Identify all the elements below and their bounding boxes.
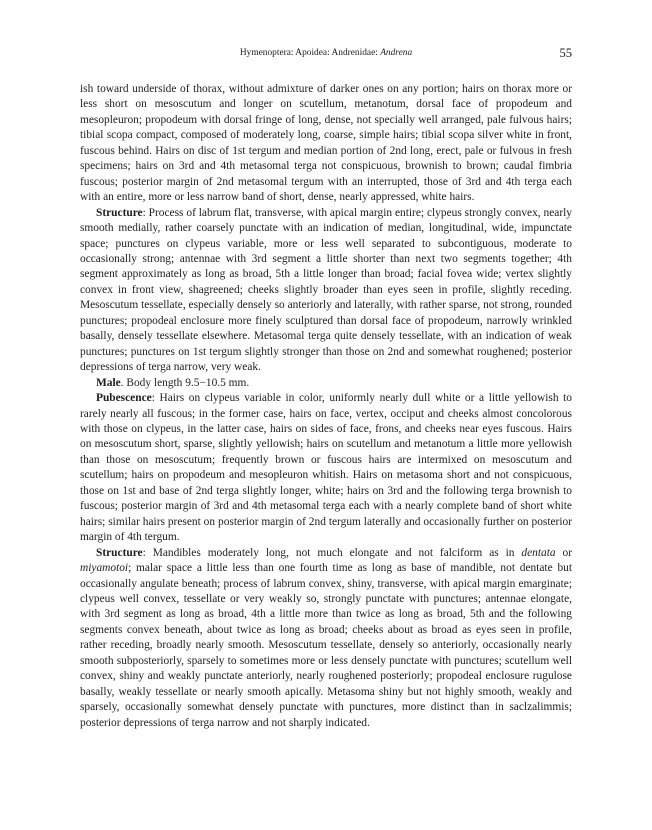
male-structure-text-b: or xyxy=(555,546,572,559)
pubescence-text: : Hairs on clypeus variable in color, uniformly nearly dull white or a little yellowish to rarely nearly all fuscous; in the former case, hairs on face, vertex, occiput and cheeks almost concolorous with those on clypeus, in the latter case, hairs on sides of face, frons, and cheeks near eyes fuscous. Hairs on mesoscutum short, sparse, slightly yellowish; hairs on scutellum and metanotum a little more yellowish than those on mesoscutum; frequently brown or fuscous hairs are intermixed on mesoscutum and scutellum; hairs on propodeum and mesopleuron whitish. Hairs on metasoma short and not conspicuous, those on 1st and base of 2nd terga slightly longer, white; hairs on 3rd and the following terga brownish to fuscous; posterior margin of 3rd and 4th metasomal terga each with a nearly complete band of short white hairs; similar hairs present on posterior margin of 2nd tergum laterally and occasionally further on posterior margin of 4th tergum. xyxy=(80,392,572,544)
paragraph-male-pubescence xyxy=(80,391,572,546)
structure-heading: Structure xyxy=(96,206,143,219)
male-text: . Body length 9.5−10.5 mm. xyxy=(120,376,250,389)
structure-text: : Process of labrum flat, transverse, with apical margin entire; clypeus strongly convex, nearly smooth medially, rather coarsely punctate with an indication of median, longitudinal, wide, impunctate space; punctures on clypeus variable, more or less well separated to subcontiguous, moderate to occasionally strong; antennae with 3rd segment a little shorter than next two segments together; 4th segment approximately as long as broad, 5th a little longer than broad; facial fovea wide; vertex slightly convex in front view, shagreened; cheeks slightly broader than eyes seen in profile, slightly receding. Mesoscutum tessellate, especially densely so anteriorly and laterally, with rather sparse, not strong, rounded punctures; propodeal enclosure more finely sculptured than dorsal face of propodeum, narrowly wrinkled basally, densely tessellate elsewhere. Metasomal terga quite densely tessellate, with an indication of weak punctures; punctures on 1st tergum slightly stronger than those on 2nd and somewhat roughened; posterior depressions of terga narrow, very weak. xyxy=(80,206,572,374)
paragraph-female-structure xyxy=(80,206,572,376)
paragraph-female-pubescence-continued: ish toward underside of thorax, without admixture of darker ones on any portion; hairs on thorax more or less short on mesoscutum and longer on scutellum, metanotum, dorsal face of propodeum and mesopleuron; propodeum with dorsal fringe of long, dense, not specially well arranged, pale fulvous hairs; tibial scopa compact, composed of moderately long, coarse, simple hairs; tibial scopa silver white in front, fuscous behind. Hairs on disc of 1st tergum and median portion of 2nd long, erect, pale or fulvous in fresh specimens; hairs on 3rd and 4th metasomal terga not conspicuous, brownish to brown; caudal fimbria fuscous; posterior margin of 2nd metasomal tergum with an interrupted, those of 3rd and 4th terga each with an entire, more or less narrow band of short, dense, nearly appressed, white hairs. xyxy=(80,83,572,204)
species-miyamotoi: miyamotoi xyxy=(80,562,129,575)
paragraph-male-structure xyxy=(80,546,572,731)
male-structure-heading: Structure xyxy=(96,546,143,559)
pubescence-heading: Pubescence xyxy=(96,392,152,405)
header-title-main: Hymenoptera: Apoidea: Andrenidae: xyxy=(239,48,381,58)
running-header xyxy=(80,45,572,61)
page-number: 55 xyxy=(559,46,572,60)
male-heading: Male xyxy=(96,376,121,389)
species-dentata: dentata xyxy=(521,546,556,559)
male-structure-text-c: ; malar space a little less than one fourth time as long as base of mandible, not dentate but occasionally angulate beneath; process of labrum convex, shiny, transverse, with apical margin emarginate; clypeus well convex, tessellate or very weakly so, strongly punctate with punctures; antennae elongate, with 3rd segment as long as broad, 4th a little more than twice as long as broad, 5th and the following segments convex beneath, about twice as long as broad; cheeks about as broad as eyes seen in profile, rather receding, broadly nearly smooth. Mesoscutum tessellate, densely so anteriorly, occasionally nearly smooth subposteriorly, sparsely to sometimes more or less densely punctate with punctures; scutellum well convex, shiny and weakly punctate anteriorly, nearly roughened posteriorly; propodeal enclosure rugulose basally, weakly tessellate or nearly smooth apically. Metasoma shiny but not highly smooth, weakly and sparsely, occasionally somewhat densely punctate with punctures, more distinct than in saclzalimmis; posterior depressions of terga narrow and not sharply indicated. xyxy=(80,562,572,729)
male-structure-text-a: : Mandibles moderately long, not much elongate and not falciform as in xyxy=(142,546,522,559)
header-genus: Andrena xyxy=(380,48,413,58)
header-title xyxy=(80,45,572,61)
body-text xyxy=(80,82,572,731)
paragraph-male xyxy=(80,376,572,391)
